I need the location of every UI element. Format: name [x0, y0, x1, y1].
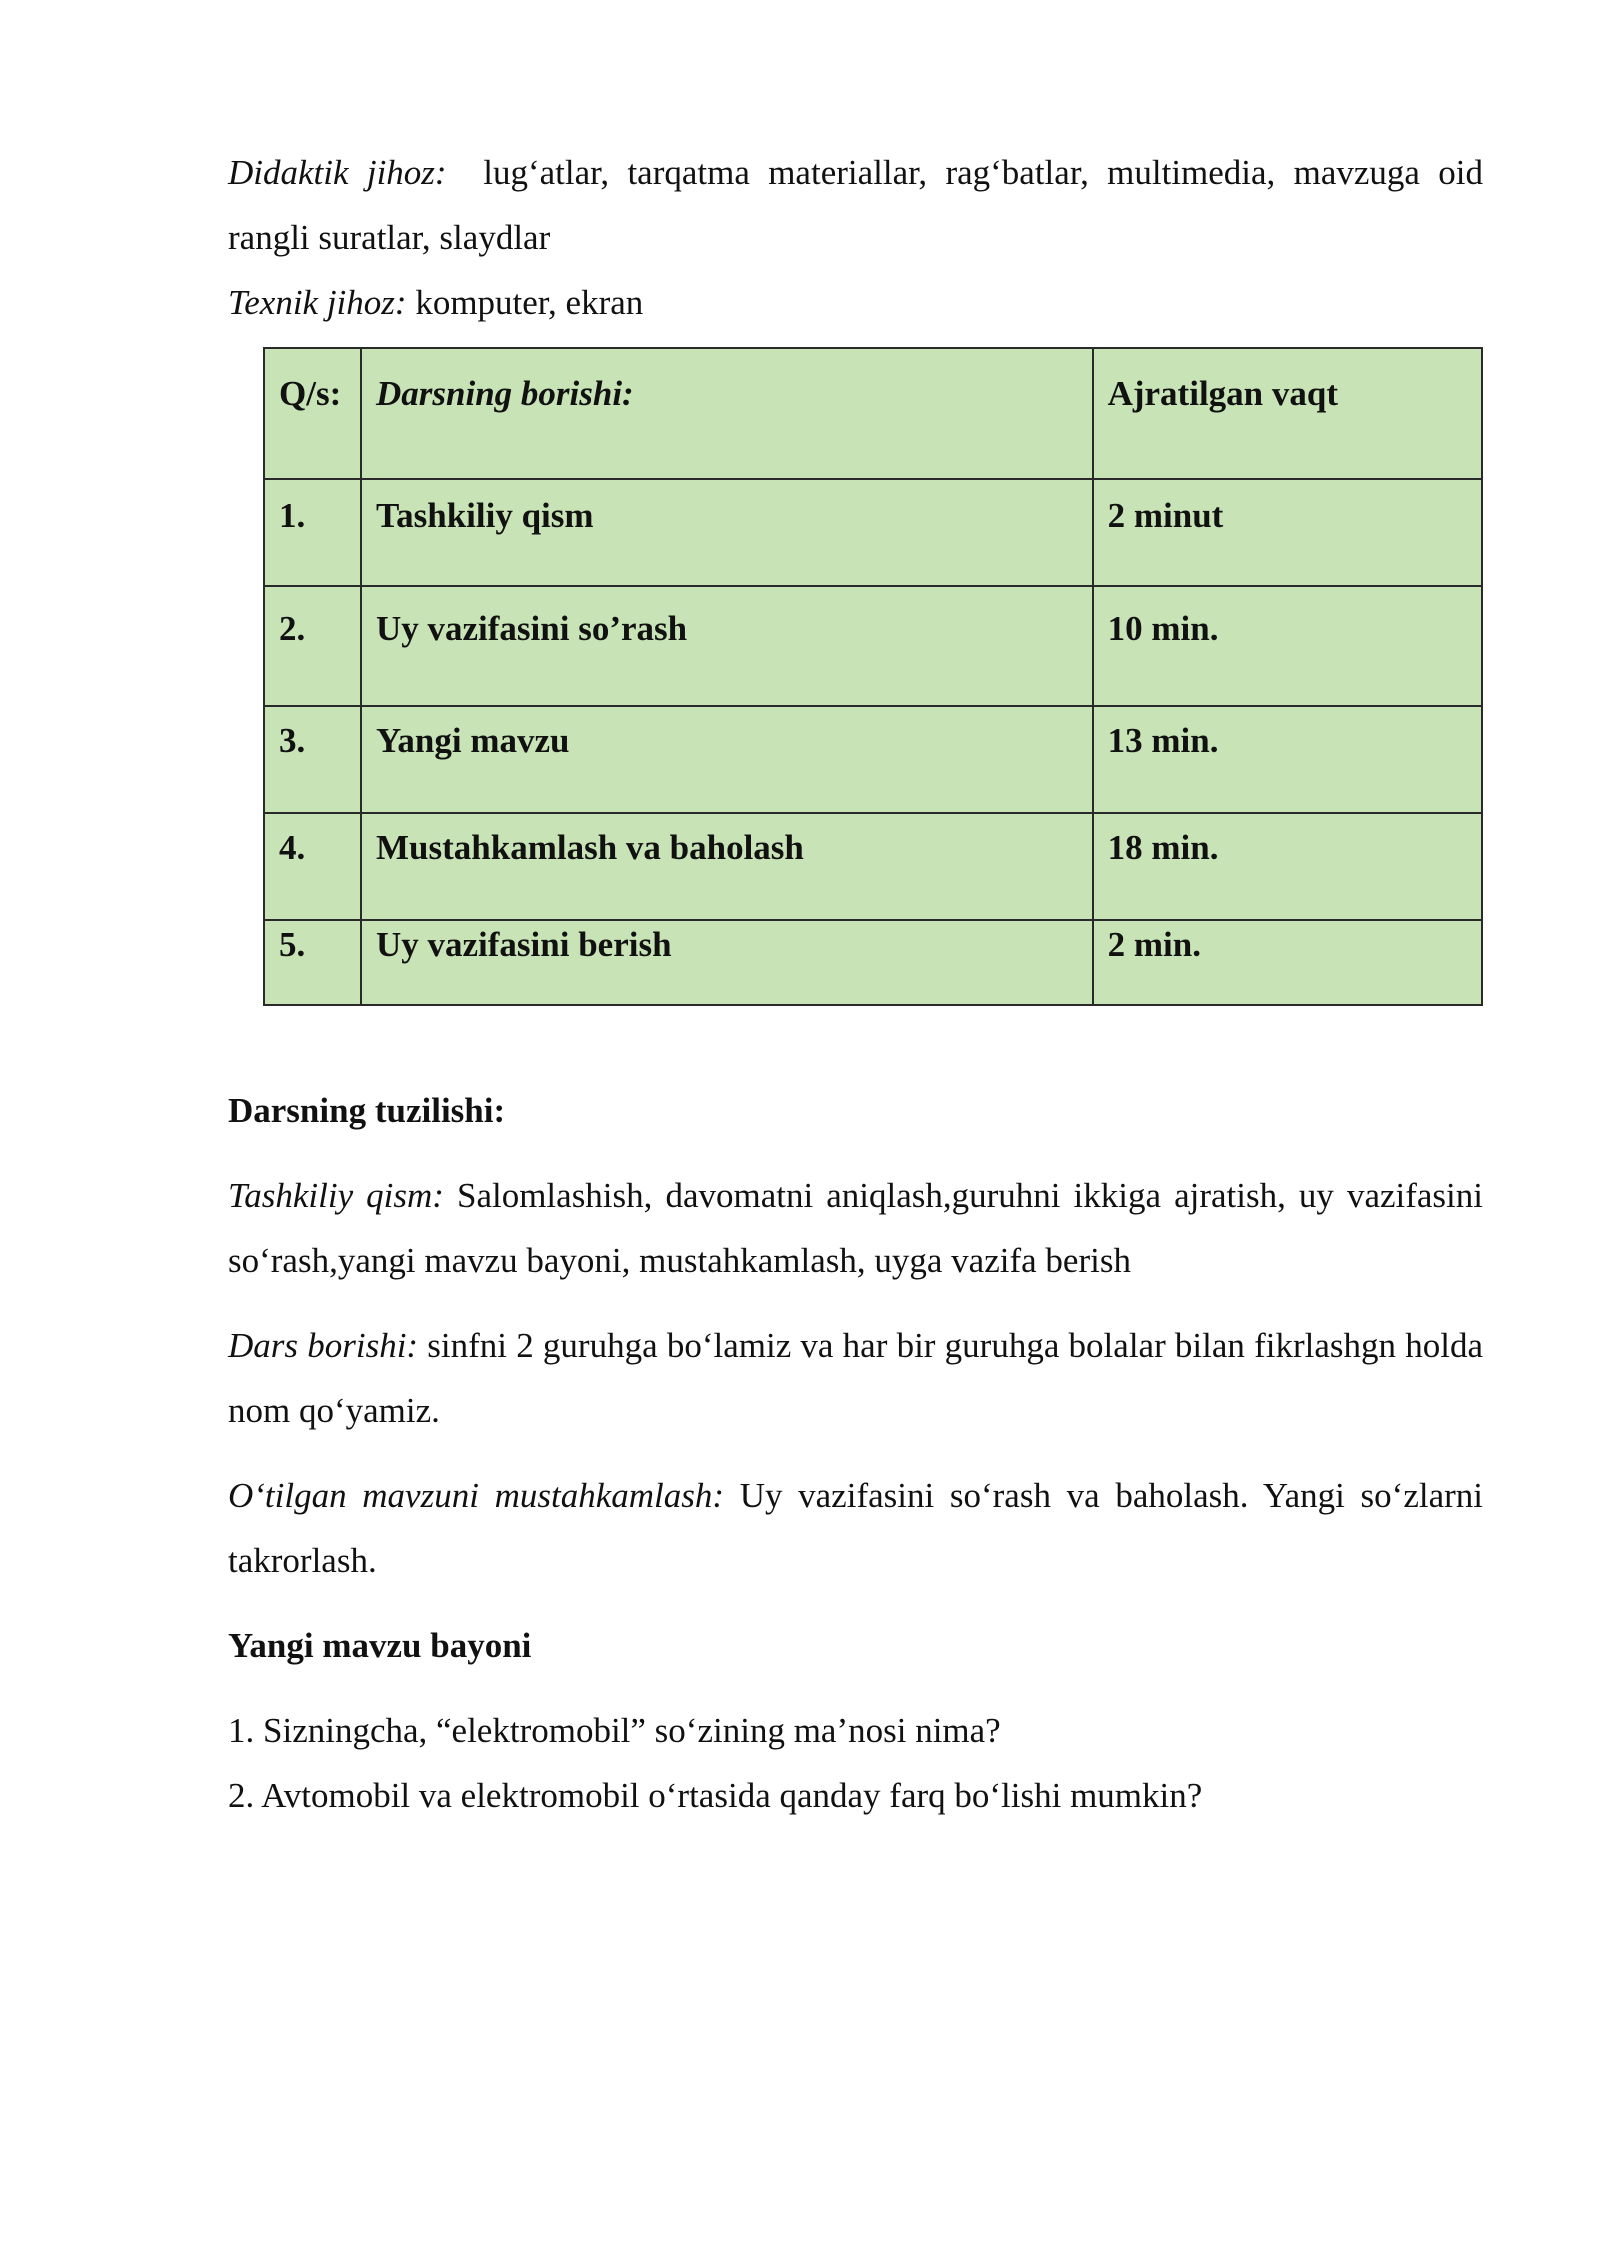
mustahkamlash-label: O‘tilgan mavzuni mustahkamlash:: [228, 1476, 725, 1515]
mustahkamlash-text: Uy vazifasini so‘rash va baholash. Yangi so‘zlarni takrorlash.: [228, 1476, 1483, 1580]
header-time: Ajratilgan vaqt: [1093, 348, 1482, 479]
header-number: Q/s:: [264, 348, 361, 479]
row-stage: Tashkiliy qism: [361, 479, 1093, 586]
row-number: 4.: [264, 813, 361, 920]
texnik-label: Texnik jihoz:: [228, 283, 407, 322]
structure-title: Darsning tuzilishi:: [228, 1091, 506, 1130]
row-number: 3.: [264, 706, 361, 813]
table-row: [264, 706, 1482, 813]
table-header-row: [264, 348, 1482, 479]
didaktik-text: lug‘atlar, tarqatma materiallar, rag‘batlar, multimedia, mavzuga oid rangli suratlar, slaydlar: [228, 153, 1484, 257]
question-item: 2. Avtomobil va elektromobil o‘rtasida qanday farq bo‘lishi mumkin?: [228, 1776, 1203, 1815]
didaktik-paragraph: [228, 140, 1483, 270]
table-row: [264, 479, 1482, 586]
row-number: 1.: [264, 479, 361, 586]
row-time: 2 minut: [1093, 479, 1482, 586]
row-time: 2 min.: [1093, 920, 1482, 1005]
mustahkamlash-paragraph: [228, 1463, 1483, 1593]
lesson-plan-table: [263, 347, 1483, 1006]
row-stage: Uy vazifasini berish: [361, 920, 1093, 1005]
row-stage: Uy vazifasini so’rash: [361, 586, 1093, 706]
question-item: 1. Sizningcha, “elektromobil” so‘zining ma’nosi nima?: [228, 1711, 1001, 1750]
tashkiliy-paragraph: [228, 1163, 1483, 1293]
row-time: 13 min.: [1093, 706, 1482, 813]
row-time: 18 min.: [1093, 813, 1482, 920]
row-number: 5.: [264, 920, 361, 1005]
tashkiliy-text: Salomlashish, davomatni aniqlash,guruhni ikkiga ajratish, uy vazifasini so‘rash,yangi mavzu bayoni, mustahkamlash, uyga vazifa berish: [228, 1176, 1483, 1280]
dars-borishi-paragraph: [228, 1313, 1483, 1443]
document-page: [228, 140, 1483, 1828]
tashkiliy-label: Tashkiliy qism:: [228, 1176, 444, 1215]
dars-borishi-text: sinfni 2 guruhga bo‘lamiz va har bir guruhga bolalar bilan fikrlashgn holda nom qo‘yamiz.: [228, 1326, 1484, 1430]
header-lesson-flow: Darsning borishi:: [361, 348, 1093, 479]
dars-borishi-label: Dars borishi:: [228, 1326, 419, 1365]
row-stage: Yangi mavzu: [361, 706, 1093, 813]
texnik-paragraph: [228, 270, 1483, 335]
table-row: [264, 586, 1482, 706]
row-stage: Mustahkamlash va baholash: [361, 813, 1093, 920]
row-number: 2.: [264, 586, 361, 706]
table-row: [264, 813, 1482, 920]
didaktik-label: Didaktik jihoz:: [228, 153, 447, 192]
table-row: [264, 920, 1482, 1005]
new-topic-title: Yangi mavzu bayoni: [228, 1626, 532, 1665]
texnik-text: komputer, ekran: [415, 283, 644, 322]
row-time: 10 min.: [1093, 586, 1482, 706]
